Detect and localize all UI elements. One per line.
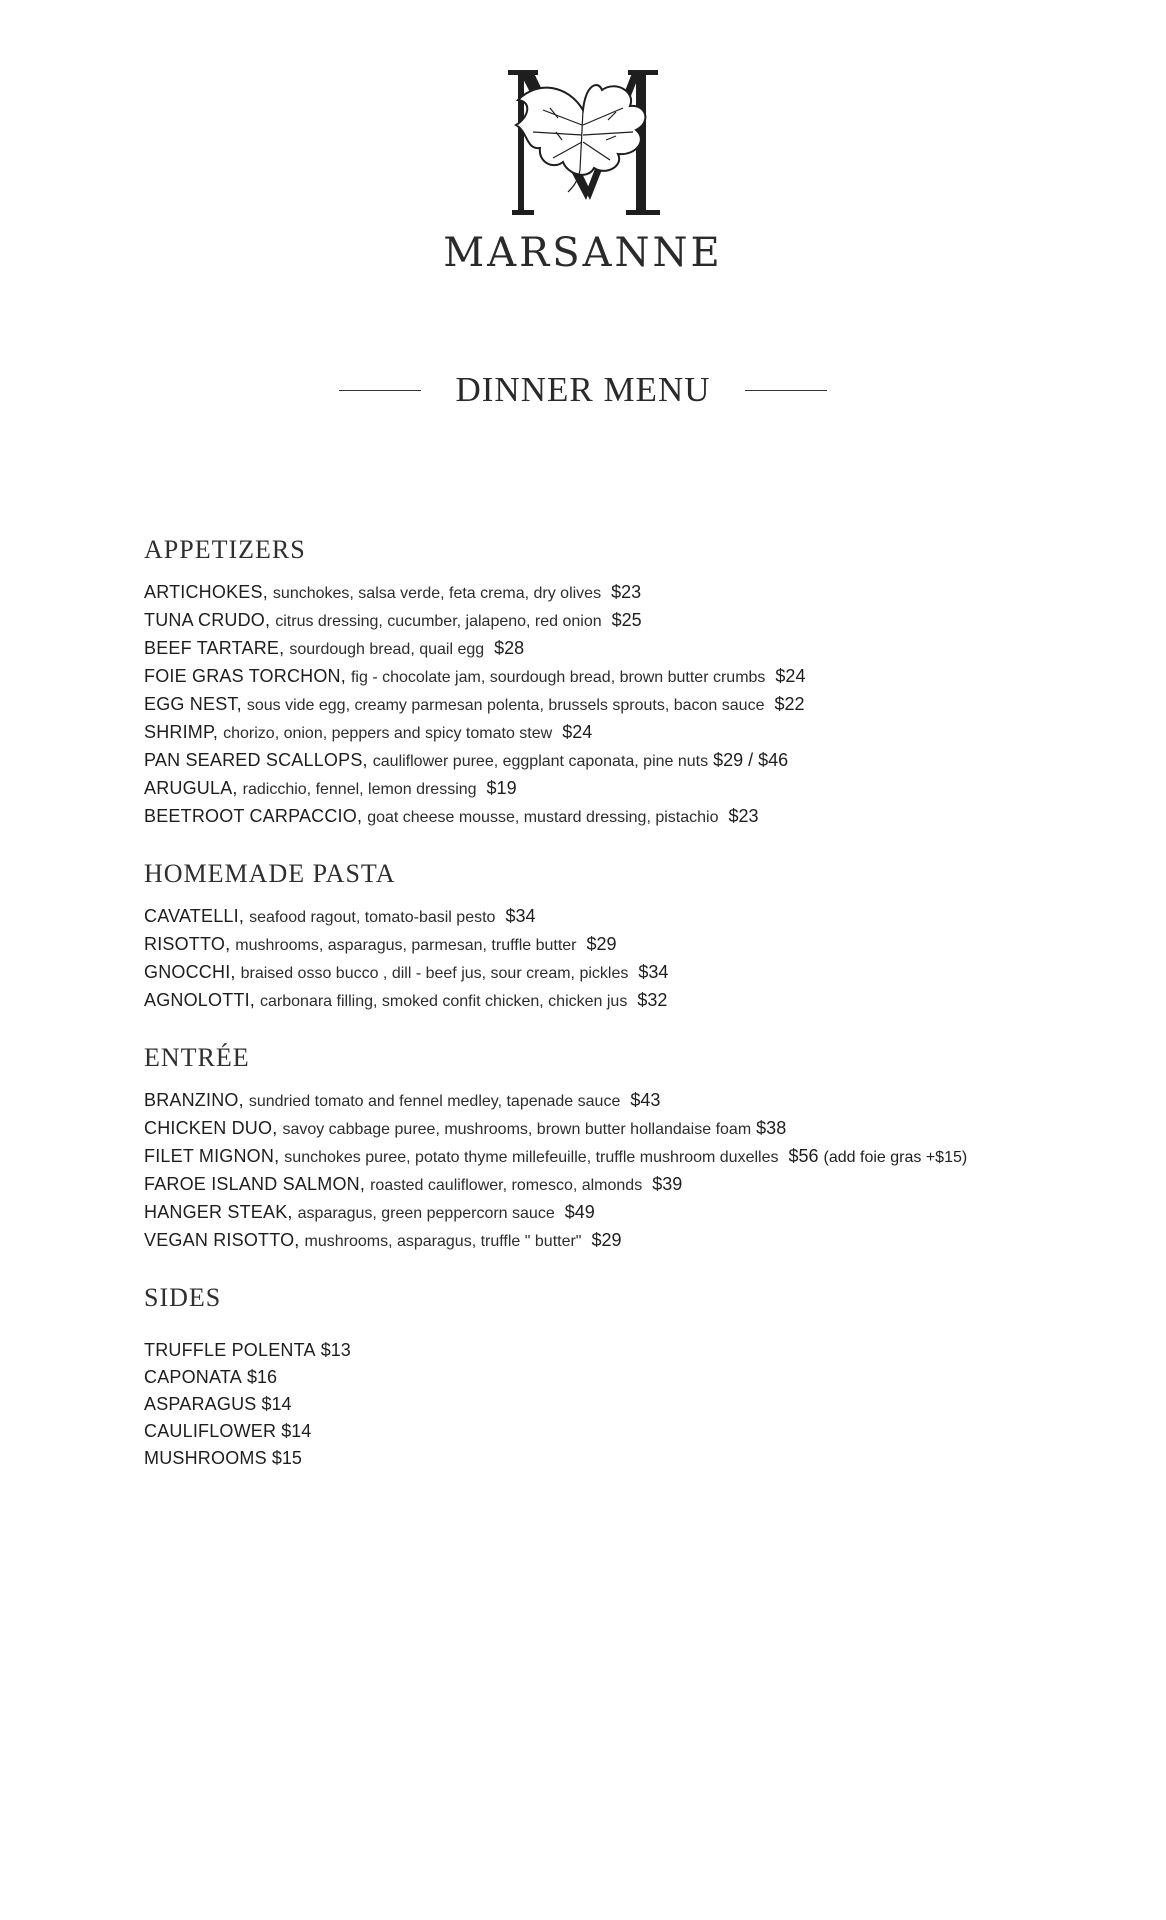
monogram-m-fig-leaf-icon xyxy=(498,70,668,220)
menu-title-row xyxy=(0,370,1166,410)
item-name: CHICKEN DUO, xyxy=(144,1118,278,1138)
item-price: $34 xyxy=(505,906,536,926)
item-price: $19 xyxy=(486,778,517,798)
item-price: $23 xyxy=(611,582,642,602)
item-name: SHRIMP, xyxy=(144,722,219,742)
item-name: CAPONATA xyxy=(144,1367,242,1387)
item-price: $22 xyxy=(774,694,805,714)
menu-item xyxy=(144,775,1104,803)
item-name: FILET MIGNON, xyxy=(144,1146,280,1166)
item-description: chorizo, onion, peppers and spicy tomato stew xyxy=(223,725,553,742)
section-appetizers xyxy=(144,535,1104,831)
item-price: $32 xyxy=(637,990,668,1010)
menu-item xyxy=(144,987,1104,1015)
section-heading-entree: ENTRÉE xyxy=(144,1043,250,1072)
menu-item xyxy=(144,691,1104,719)
item-description: radicchio, fennel, lemon dressing xyxy=(242,781,477,798)
item-description: savoy cabbage puree, mushrooms, brown butter hollandaise foam xyxy=(282,1121,752,1138)
menu-item xyxy=(144,1337,1104,1364)
item-name: CAULIFLOWER xyxy=(144,1421,277,1441)
menu-item xyxy=(144,747,1104,775)
item-name: HANGER STEAK, xyxy=(144,1202,293,1222)
item-name: RISOTTO, xyxy=(144,934,231,954)
menu-item xyxy=(144,903,1104,931)
logo xyxy=(0,70,1166,276)
section-heading-pasta: HOMEMADE PASTA xyxy=(144,859,396,888)
menu-item xyxy=(144,579,1104,607)
item-price: $56 xyxy=(788,1146,819,1166)
menu-item xyxy=(144,607,1104,635)
section-heading-sides: SIDES xyxy=(144,1283,222,1312)
item-description: carbonara filling, smoked confit chicken, chicken jus xyxy=(260,993,628,1010)
entree-list xyxy=(144,1087,1104,1255)
item-description: sourdough bread, quail egg xyxy=(289,641,485,658)
menu-content xyxy=(144,535,1104,1500)
item-name: ARTICHOKES, xyxy=(144,582,268,602)
section-heading-appetizers: APPETIZERS xyxy=(144,535,306,564)
item-name: ASPARAGUS xyxy=(144,1394,257,1414)
menu-item xyxy=(144,1391,1104,1418)
item-price: $29 xyxy=(591,1230,622,1250)
menu-item xyxy=(144,1171,1104,1199)
section-sides xyxy=(144,1283,1104,1472)
item-name: PAN SEARED SCALLOPS, xyxy=(144,750,368,770)
title-rule-right xyxy=(745,390,827,391)
brand-name: MARSANNE xyxy=(443,230,723,276)
menu-item xyxy=(144,1115,1104,1143)
item-description: sunchokes puree, potato thyme millefeuille, truffle mushroom duxelles xyxy=(284,1149,779,1166)
menu-item xyxy=(144,1143,1104,1171)
menu-item xyxy=(144,1445,1104,1472)
item-description: sunchokes, salsa verde, feta crema, dry olives xyxy=(272,585,602,602)
item-name: VEGAN RISOTTO, xyxy=(144,1230,300,1250)
pasta-list xyxy=(144,903,1104,1015)
item-price: $34 xyxy=(638,962,669,982)
item-description: sous vide egg, creamy parmesan polenta, brussels sprouts, bacon sauce xyxy=(246,697,765,714)
item-price: $28 xyxy=(494,638,525,658)
item-name: ARUGULA, xyxy=(144,778,238,798)
item-name: GNOCCHI, xyxy=(144,962,236,982)
section-entree xyxy=(144,1043,1104,1255)
item-name: EGG NEST, xyxy=(144,694,242,714)
item-description: cauliflower puree, eggplant caponata, pine nuts xyxy=(372,753,709,770)
menu-item xyxy=(144,803,1104,831)
item-price: $29 xyxy=(586,934,617,954)
item-price: $24 xyxy=(562,722,593,742)
item-name: BEETROOT CARPACCIO, xyxy=(144,806,363,826)
item-description: asparagus, green peppercorn sauce xyxy=(297,1205,555,1222)
item-price: $49 xyxy=(564,1202,595,1222)
item-description: seafood ragout, tomato-basil pesto xyxy=(249,909,496,926)
item-price: $16 xyxy=(246,1367,278,1387)
item-name: MUSHROOMS xyxy=(144,1448,267,1468)
sides-list xyxy=(144,1337,1104,1472)
item-description: fig - chocolate jam, sourdough bread, brown butter crumbs xyxy=(350,669,766,686)
item-description: goat cheese mousse, mustard dressing, pistachio xyxy=(367,809,719,826)
page-title: DINNER MENU xyxy=(455,370,711,409)
menu-item xyxy=(144,1364,1104,1391)
menu-item xyxy=(144,1418,1104,1445)
menu-item xyxy=(144,635,1104,663)
menu-item xyxy=(144,663,1104,691)
section-pasta xyxy=(144,859,1104,1015)
item-price: $25 xyxy=(611,610,642,630)
item-price: $43 xyxy=(630,1090,661,1110)
item-price: $29 / $46 xyxy=(713,750,789,770)
item-name: FAROE ISLAND SALMON, xyxy=(144,1174,366,1194)
item-name: FOIE GRAS TORCHON, xyxy=(144,666,346,686)
appetizers-list xyxy=(144,579,1104,831)
item-price: $13 xyxy=(320,1340,351,1360)
item-price: $14 xyxy=(261,1394,292,1414)
menu-item xyxy=(144,719,1104,747)
menu-item xyxy=(144,931,1104,959)
item-description: mushrooms, asparagus, truffle " butter" xyxy=(304,1233,582,1250)
item-name: TUNA CRUDO, xyxy=(144,610,271,630)
menu-item xyxy=(144,959,1104,987)
item-price: $15 xyxy=(271,1448,302,1468)
item-name: CAVATELLI, xyxy=(144,906,245,926)
item-price: $23 xyxy=(728,806,759,826)
item-description: braised osso bucco , dill - beef jus, sour cream, pickles xyxy=(240,965,629,982)
item-price: $24 xyxy=(775,666,806,686)
item-description: roasted cauliflower, romesco, almonds xyxy=(370,1177,643,1194)
item-description: mushrooms, asparagus, parmesan, truffle butter xyxy=(235,937,577,954)
item-name: BRANZINO, xyxy=(144,1090,244,1110)
item-price: $14 xyxy=(281,1421,312,1441)
item-add-on-note: (add foie gras +$15) xyxy=(823,1149,968,1166)
item-price: $38 xyxy=(756,1118,787,1138)
item-price: $39 xyxy=(652,1174,683,1194)
item-name: TRUFFLE POLENTA xyxy=(144,1340,316,1360)
item-name: AGNOLOTTI, xyxy=(144,990,256,1010)
item-description: citrus dressing, cucumber, jalapeno, red onion xyxy=(275,613,602,630)
menu-item xyxy=(144,1087,1104,1115)
item-description: sundried tomato and fennel medley, tapenade sauce xyxy=(248,1093,621,1110)
menu-item xyxy=(144,1227,1104,1255)
menu-item xyxy=(144,1199,1104,1227)
title-rule-left xyxy=(339,390,421,391)
item-name: BEEF TARTARE, xyxy=(144,638,285,658)
